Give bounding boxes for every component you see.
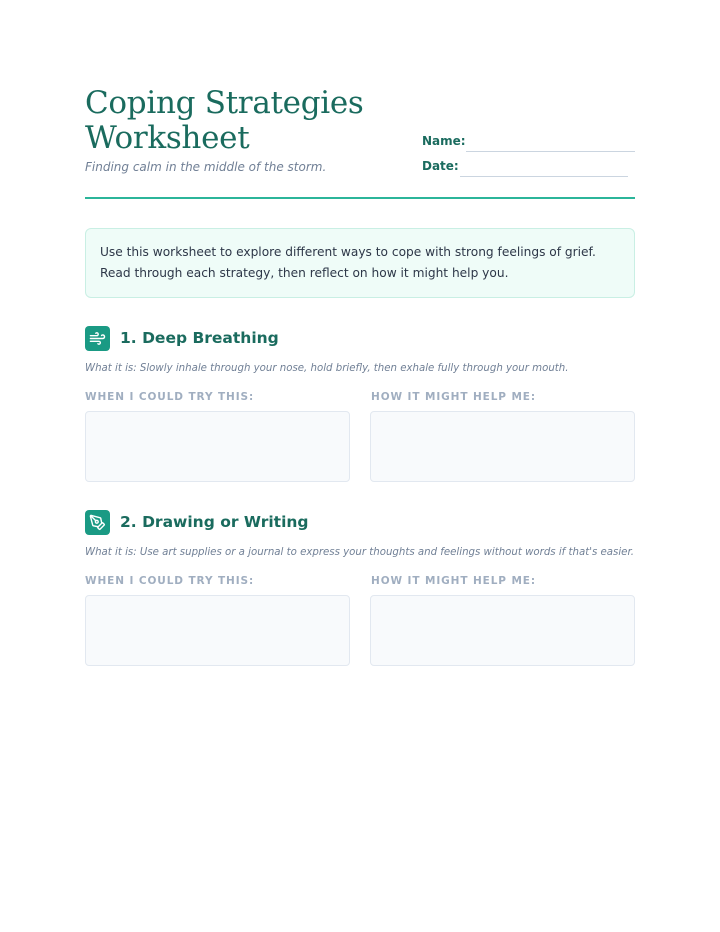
section-title: 1. Deep Breathing bbox=[120, 329, 279, 347]
how-label: HOW IT MIGHT HELP ME: bbox=[371, 391, 536, 403]
name-label: Name: bbox=[422, 134, 466, 148]
name-underline[interactable] bbox=[466, 151, 635, 152]
date-label: Date: bbox=[422, 159, 459, 173]
how-answer-box[interactable] bbox=[370, 595, 635, 666]
name-field[interactable] bbox=[422, 134, 635, 154]
how-answer-box[interactable] bbox=[370, 411, 635, 482]
page-title: Coping Strategies Worksheet bbox=[85, 85, 364, 156]
pen-tool-icon bbox=[85, 510, 110, 535]
when-label: WHEN I COULD TRY THIS: bbox=[85, 575, 255, 587]
section-header bbox=[85, 326, 635, 352]
intro-box: Use this worksheet to explore different ways to cope with strong feelings of grief. Read through each strategy, then reflect on how it might help you. bbox=[85, 228, 635, 298]
worksheet-page bbox=[85, 0, 635, 932]
page-subtitle: Finding calm in the middle of the storm. bbox=[85, 160, 327, 174]
date-field[interactable] bbox=[422, 159, 635, 179]
section-header bbox=[85, 510, 635, 536]
wind-icon bbox=[85, 326, 110, 351]
when-answer-box[interactable] bbox=[85, 595, 350, 666]
when-label: WHEN I COULD TRY THIS: bbox=[85, 391, 255, 403]
section-description: What it is: Slowly inhale through your nose, hold briefly, then exhale fully through your mouth. bbox=[85, 363, 569, 374]
date-underline[interactable] bbox=[460, 176, 628, 177]
header-divider bbox=[85, 197, 635, 199]
section-title: 2. Drawing or Writing bbox=[120, 513, 309, 531]
when-answer-box[interactable] bbox=[85, 411, 350, 482]
section-description: What it is: Use art supplies or a journal to express your thoughts and feelings without words if that's easier. bbox=[85, 547, 634, 558]
how-label: HOW IT MIGHT HELP ME: bbox=[371, 575, 536, 587]
